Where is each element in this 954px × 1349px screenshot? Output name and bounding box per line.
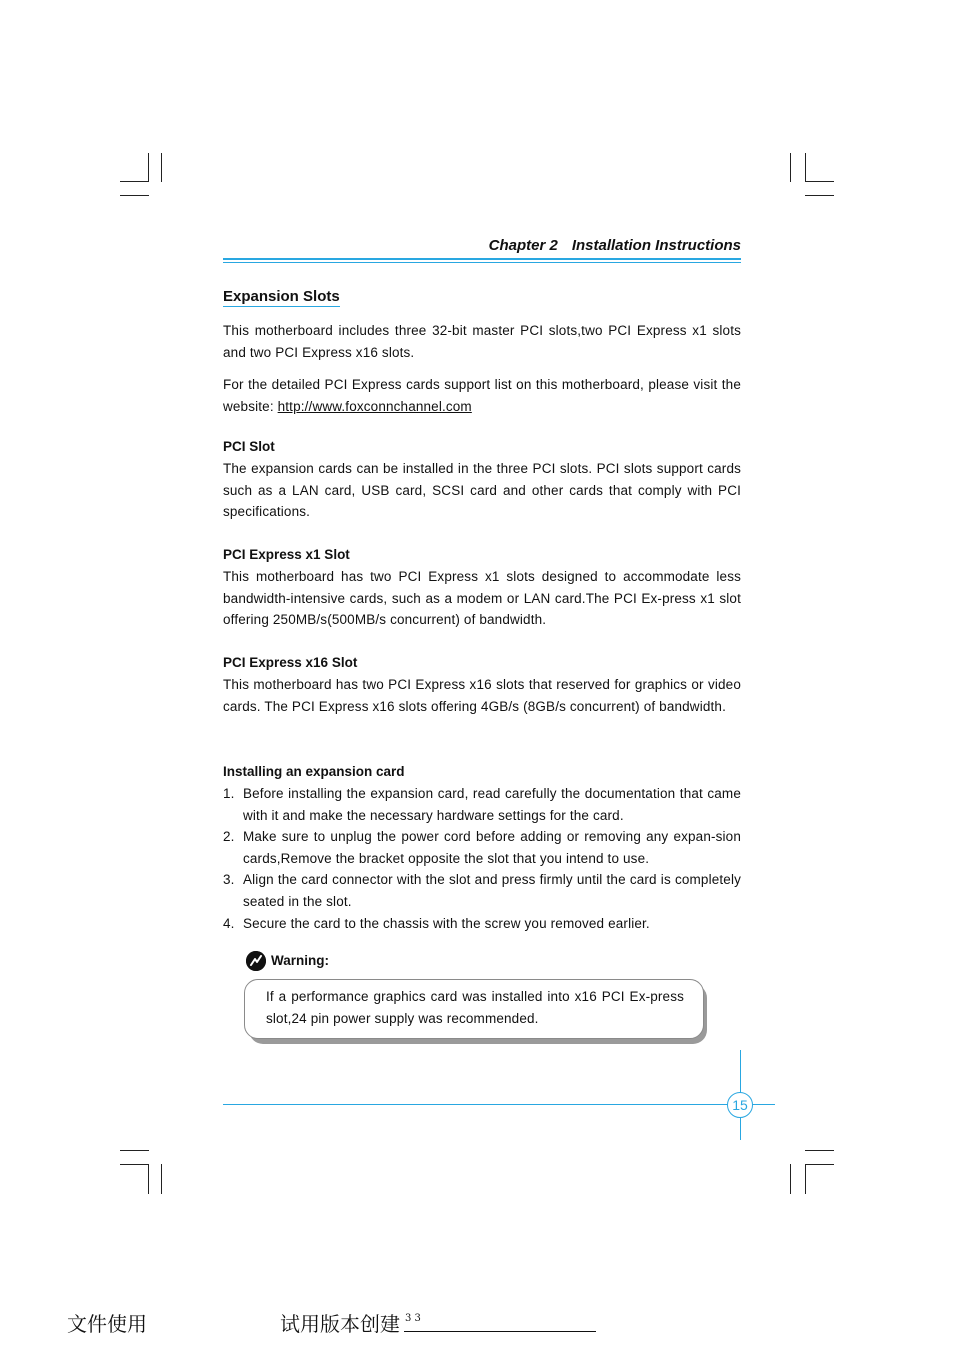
- pci-slot-text: The expansion cards can be installed in the three PCI slots. PCI slots support cards such as a LAN card, USB card, SCSI card and other cards that comply with PCI specifications.: [223, 461, 741, 520]
- header-rule-thin: [223, 262, 741, 263]
- crop-mark: [120, 1150, 149, 1151]
- pcie-x1-text: This motherboard has two PCI Express x1 slots designed to accommodate less bandwidth-intensive cards, such as a modem or LAN card.The PCI Ex-press x1 slot offering 250MB/s(500MB/s concurrent) of bandwidth.: [223, 569, 741, 628]
- crop-mark: [161, 1164, 162, 1194]
- step-text: Make sure to unplug the power cord before adding or removing any expan-sion cards,Remove the bracket opposite the slot that you intend to use.: [243, 829, 741, 866]
- crop-mark: [805, 195, 834, 196]
- pcie-x1-heading: PCI Express x1 Slot: [223, 547, 350, 562]
- step-text: Secure the card to the chassis with the screw you removed earlier.: [243, 915, 650, 931]
- header-rule: [223, 258, 741, 260]
- crop-mark: [805, 1150, 834, 1151]
- crop-mark: [790, 1164, 791, 1194]
- install-steps: [223, 783, 741, 934]
- pcie-x16-text: This motherboard has two PCI Express x16 slots that reserved for graphics or video cards. The PCI Express x16 slots offering 4GB/s (8GB/s concurrent) of bandwidth.: [223, 677, 741, 714]
- website-intro-text: For the detailed PCI Express cards support list on this motherboard, please visit the website:: [223, 377, 741, 414]
- website-link[interactable]: http://www.foxconnchannel.com: [277, 398, 472, 414]
- crop-mark: [805, 153, 806, 182]
- watermark-left: 文件使用: [67, 1312, 147, 1336]
- crop-mark: [148, 153, 149, 182]
- chapter-header: [223, 237, 741, 254]
- intro-paragraph: This motherboard includes three 32-bit master PCI slots,two PCI Express x1 slots and two PCI Express x16 slots.: [223, 323, 741, 360]
- list-item: [223, 913, 741, 935]
- step-number: 1.: [223, 786, 235, 801]
- step-text: Align the card connector with the slot and press firmly until the card is completely seated in the slot.: [243, 872, 741, 909]
- pci-slot-heading: PCI Slot: [223, 439, 275, 454]
- pcie-x16-heading: PCI Express x16 Slot: [223, 655, 358, 670]
- crop-mark: [790, 153, 791, 182]
- watermark-small-text: 3 3: [405, 1313, 421, 1324]
- crop-mark: [805, 1164, 834, 1165]
- warning-icon: [246, 951, 266, 971]
- chapter-title: Installation Instructions: [571, 237, 741, 254]
- step-number: 4.: [223, 915, 235, 931]
- crop-mark: [120, 195, 149, 196]
- crop-mark: [120, 181, 149, 182]
- crop-mark: [805, 1164, 806, 1194]
- step-number: 3.: [223, 872, 235, 888]
- crop-mark: [120, 1164, 149, 1165]
- list-item: [223, 783, 741, 826]
- warning-text: If a performance graphics card was installed into x16 PCI Ex-press slot,24 pin power supply was recommended.: [266, 989, 684, 1026]
- crop-mark: [148, 1164, 149, 1194]
- list-item: [223, 826, 741, 869]
- crop-mark: [161, 153, 162, 182]
- step-text: Before installing the expansion card, read carefully the documentation that came with it and make the necessary hardware settings for the card.: [243, 786, 741, 823]
- chapter-number: Chapter 2: [488, 237, 558, 254]
- section-title: Expansion Slots: [223, 288, 340, 305]
- list-item: [223, 869, 741, 912]
- install-heading: Installing an expansion card: [223, 764, 405, 779]
- page-number: 15: [727, 1092, 753, 1118]
- step-number: 2.: [223, 829, 235, 845]
- warning-label: Warning:: [271, 953, 329, 968]
- footer-rule: [223, 1104, 775, 1105]
- website-paragraph: [223, 374, 741, 417]
- watermark-underline: [404, 1331, 596, 1332]
- watermark-right: 试用版本创建: [280, 1312, 400, 1336]
- crop-mark: [805, 181, 834, 182]
